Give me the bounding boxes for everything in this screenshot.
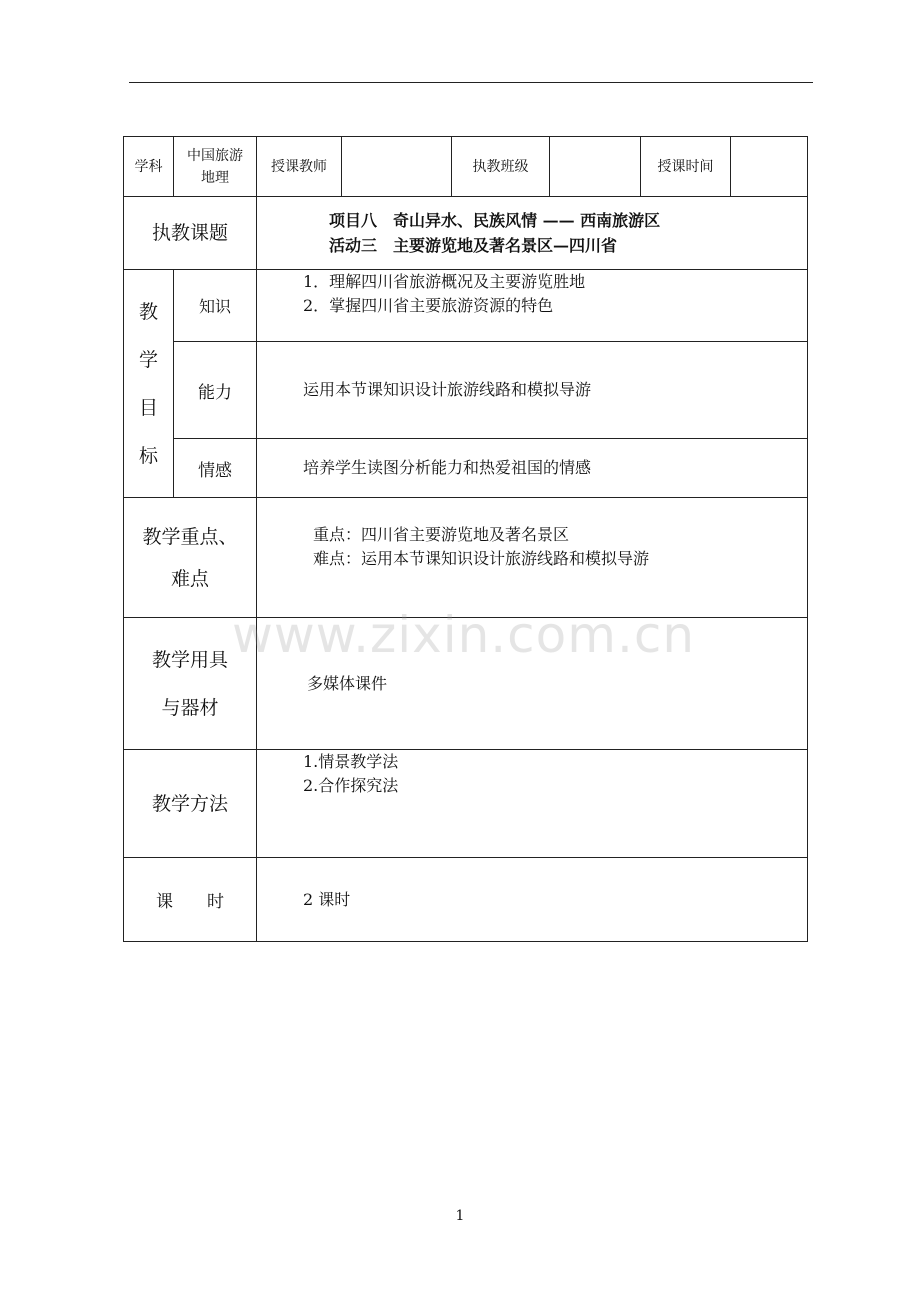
teacher-value[interactable] — [341, 136, 452, 197]
focus-label — [123, 497, 257, 618]
key-point: 重点：四川省主要游览地及著名景区 — [313, 525, 570, 544]
hours-content: 2 课时 — [256, 857, 808, 942]
objectives-char-1: 教 — [138, 300, 158, 323]
time-value[interactable] — [730, 136, 808, 197]
knowledge-label: 知识 — [173, 269, 257, 342]
tools-label-line2: 与器材 — [161, 696, 219, 719]
emotion-label: 情感 — [173, 438, 257, 498]
topic-content — [256, 196, 808, 270]
teacher-label: 授课教师 — [256, 136, 342, 197]
subject-value-line2: 地理 — [201, 169, 229, 186]
tools-label-line1: 教学用具 — [151, 648, 228, 671]
class-value[interactable] — [549, 136, 641, 197]
subject-label: 学科 — [123, 136, 174, 197]
methods-content — [256, 749, 808, 858]
method-item-1: 1.情景教学法 — [303, 752, 399, 771]
methods-label: 教学方法 — [123, 749, 257, 858]
focus-label-line1: 教学重点、 — [142, 525, 238, 548]
difficulty: 难点：运用本节课知识设计旅游线路和模拟导游 — [313, 549, 650, 568]
focus-label-line2: 难点 — [170, 567, 209, 590]
objectives-label — [123, 269, 174, 498]
knowledge-item-2: 2．掌握四川省主要旅游资源的特色 — [303, 296, 554, 315]
objectives-char-4: 标 — [138, 444, 158, 467]
emotion-content: 培养学生读图分析能力和热爱祖国的情感 — [256, 438, 808, 498]
focus-content — [256, 497, 808, 618]
page-number: 1 — [455, 1208, 465, 1224]
objectives-char-3: 目 — [138, 396, 158, 419]
topic-label: 执教课题 — [123, 196, 257, 270]
time-label: 授课时间 — [640, 136, 731, 197]
knowledge-item-1: 1．理解四川省旅游概况及主要游览胜地 — [303, 272, 586, 291]
tools-content: 多媒体课件 — [256, 617, 808, 750]
objectives-char-2: 学 — [138, 348, 158, 371]
hours-label: 课 时 — [123, 857, 257, 942]
watermark: www.zixin.com.cn — [232, 606, 696, 664]
method-item-2: 2.合作探究法 — [303, 776, 399, 795]
topic-line2: 活动三 主要游览地及著名景区—四川省 — [329, 236, 618, 255]
knowledge-content — [256, 269, 808, 342]
class-label: 执教班级 — [451, 136, 550, 197]
subject-value-line1: 中国旅游 — [187, 147, 243, 164]
ability-content: 运用本节课知识设计旅游线路和模拟导游 — [256, 341, 808, 439]
topic-line1: 项目八 奇山异水、民族风情 —— 西南旅游区 — [329, 211, 661, 230]
ability-label: 能力 — [173, 341, 257, 439]
subject-value — [173, 136, 257, 197]
